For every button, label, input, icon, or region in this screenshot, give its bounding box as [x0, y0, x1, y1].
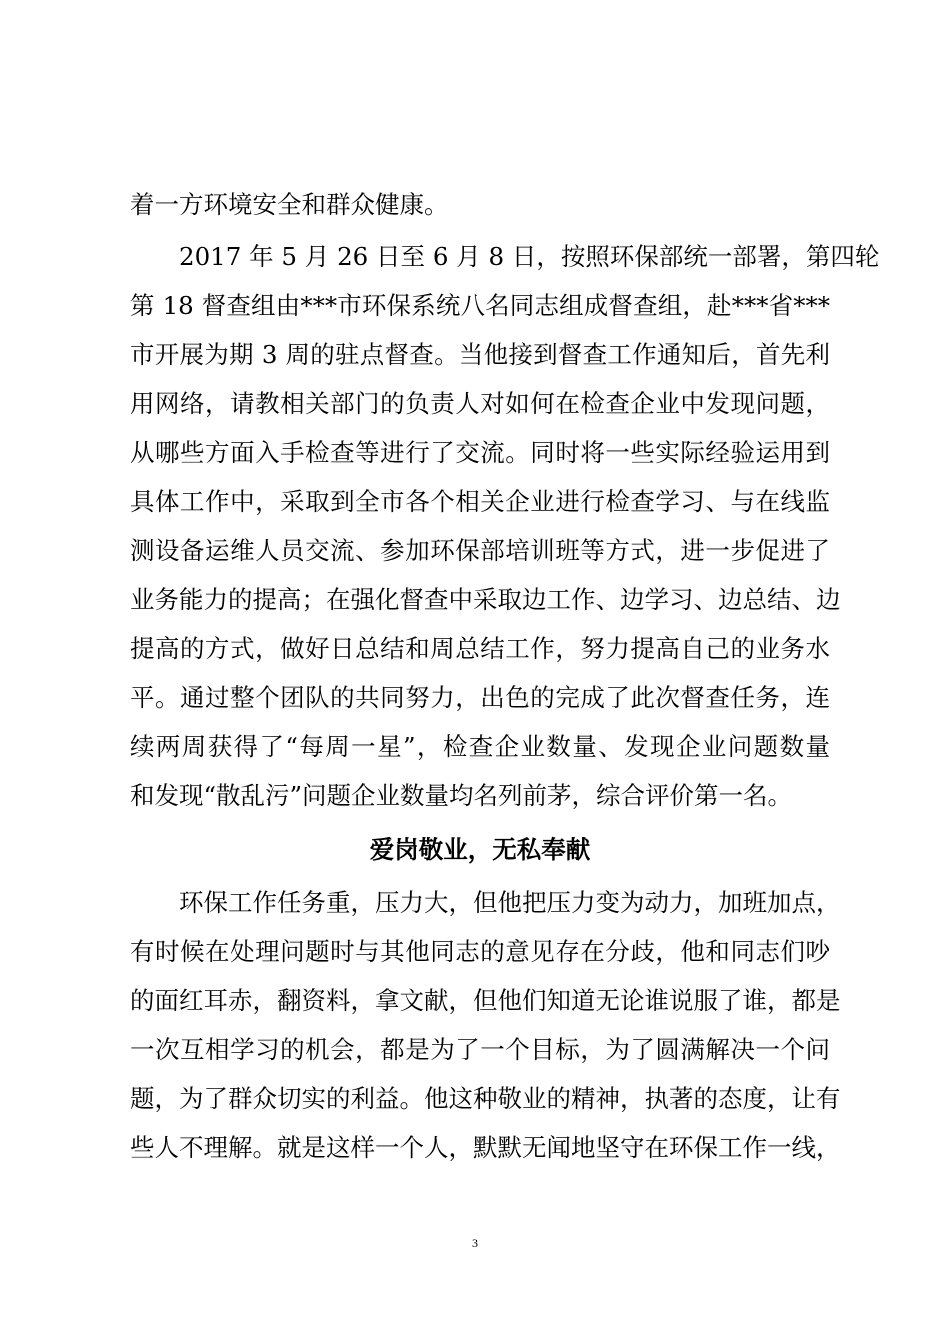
paragraph-3-line: 的面红耳赤，翻资料，拿文献，但他们知道无论谁说服了谁，都是: [130, 986, 841, 1015]
paragraph-3-line: 有时候在处理问题时与其他同志的意见存在分歧，他和同志们吵: [130, 937, 830, 966]
paragraph-2-line: 用网络，请教相关部门的负责人对如何在检查企业中发现问题，: [130, 389, 830, 418]
paragraph-2-line: 2017 年 5 月 26 日至 6 月 8 日，按照环保部统一部署，第四轮: [179, 242, 880, 271]
paragraph-2-line: 和发现“散乱污”问题企业数量均名列前茅，综合评价第一名。: [130, 781, 793, 810]
paragraph-2-line: 从哪些方面入手检查等进行了交流。同时将一些实际经验运用到: [130, 438, 830, 467]
paragraph-3-line: 环保工作任务重，压力大，但他把压力变为动力，加班加点，: [179, 888, 841, 917]
paragraph-2-line: 续两周获得了“每周一星”，检查企业数量、发现企业问题数量: [130, 732, 830, 761]
paragraph-3-line: 些人不理解。就是这样一个人，默默无闻地坚守在环保工作一线，: [130, 1133, 841, 1162]
paragraph-1-line: 着一方环境安全和群众健康。: [130, 190, 449, 219]
paragraph-2-line: 第 18 督查组由***市环保系统八名同志组成督查组，赴***省***: [130, 291, 830, 320]
paragraph-2-line: 测设备运维人员交流、参加环保部培训班等方式，进一步促进了: [130, 536, 830, 565]
paragraph-2-line: 市开展为期 3 周的驻点督查。当他接到督查工作通知后，首先利: [130, 340, 830, 369]
paragraph-2-line: 提高的方式，做好日总结和周总结工作，努力提高自己的业务水: [130, 634, 830, 663]
paragraph-3-line: 题，为了群众切实的利益。他这种敬业的精神，执著的态度，让有: [130, 1084, 841, 1113]
paragraph-2-line: 业务能力的提高；在强化督查中采取边工作、边学习、边总结、边: [130, 585, 841, 614]
paragraph-3-line: 一次互相学习的机会，都是为了一个目标，为了圆满解决一个问: [130, 1035, 830, 1064]
paragraph-2-line: 具体工作中，采取到全市各个相关企业进行检查学习、与在线监: [130, 487, 830, 516]
paragraph-2-line: 平。通过整个团队的共同努力，出色的完成了此次督查任务，连: [130, 683, 830, 712]
page-number: 3: [472, 1236, 478, 1250]
section-heading: 爱岗敬业，无私奉献: [369, 835, 591, 864]
